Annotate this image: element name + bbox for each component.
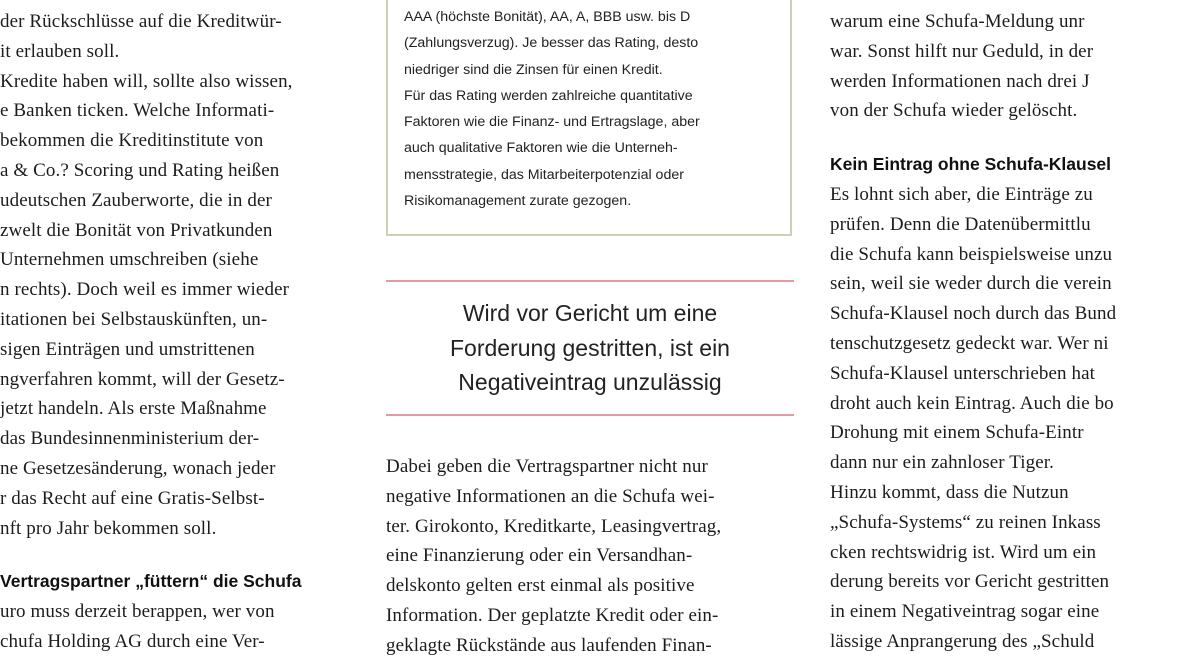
text-line: negative Informationen an die Schufa wei- <box>386 485 715 507</box>
box-text-line: niedriger sind die Zinsen für einen Kredit. <box>404 61 663 78</box>
text-line: warum eine Schufa-Meldung unr <box>830 11 1085 32</box>
text-line: chufa Holding AG durch eine Ver- <box>0 630 265 652</box>
info-box-text <box>404 4 790 214</box>
text-line: ter. Girokonto, Kreditkarte, Leasingvertrag, <box>386 515 722 537</box>
left-paragraph-continued <box>0 597 352 657</box>
text-line: n rechts). Doch weil es immer wieder <box>0 279 290 301</box>
text-line: dann nur ein zahnloser Tiger. <box>830 452 1055 474</box>
text-line: Schufa-Klausel unterschrieben hat <box>830 362 1095 384</box>
text-line: geklagte Rückstände aus laufenden Finan- <box>386 634 712 656</box>
text-line: a & Co.? Scoring und Rating heißen <box>0 159 280 181</box>
text-line: Kredite haben will, sollte also wissen, <box>0 70 293 92</box>
pull-quote-bottom-rule <box>386 414 794 416</box>
text-line: tenschutzgesetz gedeckt war. Wer ni <box>830 332 1109 354</box>
text-line: das Bundesinnenministerium der- <box>0 428 260 450</box>
pull-quote <box>386 296 794 400</box>
text-line: nft pro Jahr bekommen soll. <box>0 517 217 539</box>
text-line: Schufa-Klausel noch durch das Bund <box>830 303 1117 325</box>
box-text-line: AAA (höchste Bonität), AA, A, BBB usw. bis D <box>404 9 691 25</box>
text-line: eine Finanzierung oder ein Versandhan- <box>386 545 693 567</box>
text-line: in einem Negativeintrag sogar eine <box>830 601 1100 623</box>
text-line: zwelt die Bonität von Privatkunden <box>0 219 273 241</box>
section-heading-kein-eintrag: Kein Eintrag ohne Schufa-Klausel <box>830 154 1112 175</box>
text-line: sein, weil sie weder durch die verein <box>830 273 1112 295</box>
box-text-line: mensstrategie, das Mitarbeiterpotenzial oder <box>404 166 684 183</box>
text-line: Hinzu kommt, dass die Nutzun <box>830 481 1069 503</box>
text-line: it erlauben soll. <box>0 40 120 62</box>
text-line: „Schufa-Systems“ zu reinen Inkass <box>830 511 1101 533</box>
text-line: lässige Anprangerung des „Schuld <box>830 630 1095 652</box>
text-line: sigen Einträgen und umstrittenen <box>0 338 255 360</box>
spacer <box>830 126 1180 150</box>
right-paragraph <box>830 7 1180 126</box>
text-line: Information. Der geplatzte Kredit oder ein- <box>386 604 719 626</box>
text-line: von der Schufa wieder gelöscht. <box>830 100 1078 122</box>
text-line: r das Recht auf eine Gratis-Selbst- <box>0 487 265 509</box>
pull-quote-line: Wird vor Gericht um eine <box>462 300 718 326</box>
text-line: die Schufa kann beispielsweise unzu <box>830 243 1113 265</box>
text-line: udeutschen Zauberworte, die in der <box>0 189 272 211</box>
text-line: werden Informationen nach drei J <box>830 70 1090 92</box>
section-heading-vertragspartner: Vertragspartner „füttern“ die Schufa <box>0 571 302 592</box>
pull-quote-top-rule <box>386 280 794 282</box>
text-line: war. Sonst hilft nur Geduld, in der <box>830 40 1094 62</box>
text-line: cken rechtswidrig ist. Wird um ein <box>830 541 1097 563</box>
text-line: derung bereits vor Gericht gestritten <box>830 571 1110 593</box>
text-line: uro muss derzeit berappen, wer von <box>0 601 275 623</box>
box-text-line: Risikomanagement zurate gezogen. <box>404 193 632 210</box>
text-line: ne Gesetzesänderung, wonach jeder <box>0 457 276 479</box>
box-text-line: (Zahlungsverzug). Je besser das Rating, desto <box>404 35 699 52</box>
right-paragraphs-continued <box>830 180 1180 657</box>
box-text-line: Faktoren wie die Finanz- und Ertragslage, aber <box>404 114 700 131</box>
left-column <box>0 7 352 657</box>
text-line: Drohung mit einem Schufa-Eintr <box>830 422 1084 444</box>
text-line: delskonto gelten erst einmal als positive <box>386 575 695 597</box>
text-line: prüfen. Denn die Datenübermittlu <box>830 213 1091 235</box>
box-text-line: auch qualitative Faktoren wie die Unterneh- <box>404 140 678 157</box>
text-line: Unternehmen umschreiben (siehe <box>0 249 259 271</box>
text-line: bekommen die Kreditinstitute von <box>0 130 264 152</box>
text-line: ngverfahren kommt, will der Gesetz- <box>0 368 285 390</box>
pull-quote-line: Negativeintrag unzulässig <box>458 369 722 395</box>
spacer <box>0 543 352 567</box>
left-paragraphs <box>0 7 352 543</box>
text-line: der Rückschlüsse auf die Kreditwür- <box>0 11 282 32</box>
text-line: droht auch kein Eintrag. Auch die bo <box>830 392 1114 414</box>
right-column <box>830 7 1180 657</box>
middle-column-text <box>386 452 796 661</box>
text-line: e Banken ticken. Welche Informati- <box>0 100 275 122</box>
text-line: Es lohnt sich aber, die Einträge zu <box>830 183 1093 205</box>
text-line: itationen bei Selbstauskünften, un- <box>0 308 268 330</box>
text-line: Dabei geben die Vertragspartner nicht nur <box>386 456 708 477</box>
pull-quote-line: Forderung gestritten, ist ein <box>450 334 730 361</box>
box-text-line: Für das Rating werden zahlreiche quantitative <box>404 87 693 104</box>
rating-info-box <box>386 0 792 236</box>
text-line: jetzt handeln. Als erste Maßnahme <box>0 398 267 420</box>
